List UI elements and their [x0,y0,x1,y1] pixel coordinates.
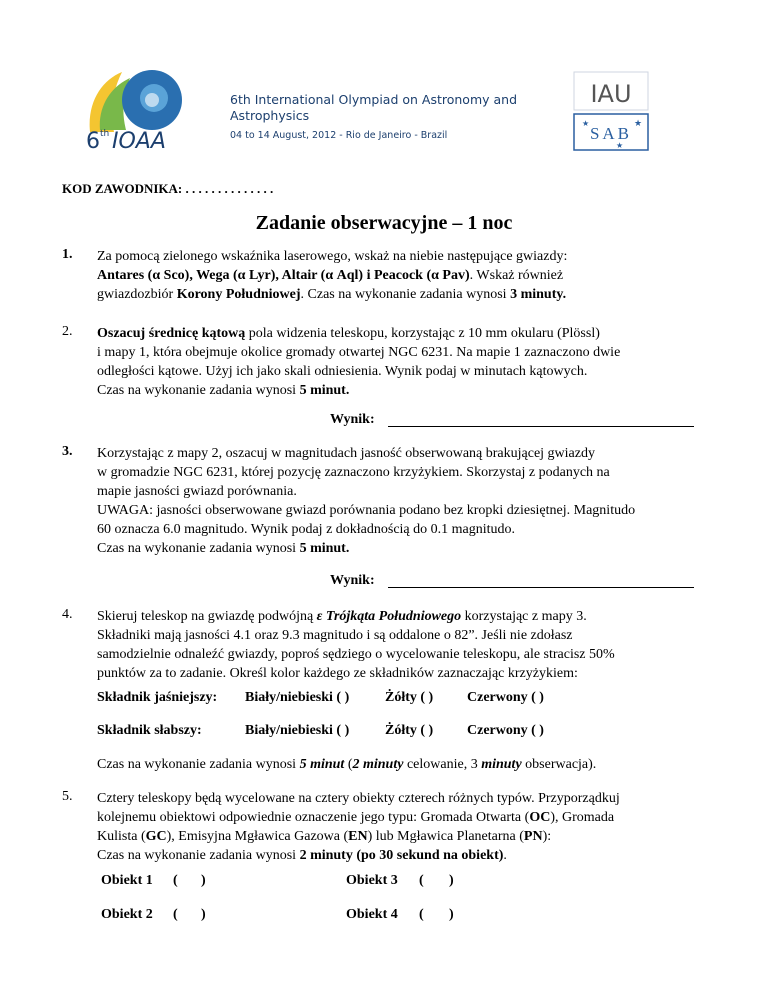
fainter-yellow-option[interactable]: Żółty ( ) [385,723,434,738]
task1-line2-rest: . Wskaż również [469,268,564,283]
competitor-code: KOD ZAWODNIKA: . . . . . . . . . . . . . . [62,181,274,196]
task3-line2: w gromadzie NGC 6231, której pozycję zaznaczono krzyżykiem. Skorzystaj z podanych na [97,465,610,480]
task4-star-name: ε Trójkąta Południowego [316,609,462,624]
svg-text:IAU: IAU [590,80,632,108]
object1-label: Obiekt 1 [101,873,153,888]
task1-l3c: . Czas na wykonanie zadania wynosi [300,287,511,302]
task5-text [97,789,697,865]
task5-l4a: Czas na wykonanie zadania wynosi [97,848,300,863]
task2-line1 [97,324,697,343]
task5-l4c: . [503,848,507,863]
task4-time-e: celowanie, 3 [403,757,482,772]
task2-l1b: pola widzenia teleskopu, korzystając z 10 mm okularu (Plössl) [245,326,600,341]
task4-time-a: Czas na wykonanie zadania wynosi [97,757,300,772]
task5-l3g: ): [542,829,552,844]
task2-number: 2. [62,324,73,339]
task5-l2c: ), Gromada [550,810,615,825]
task2-line3: odległości kątowe. Użyj ich jako skali odniesienia. Wynik podaj w minutach kątowych. [97,364,588,379]
task4-line1 [97,607,697,626]
task1-text [97,247,697,304]
task4-time-b: 5 minut [299,757,345,772]
task2-result-label: Wynik: [330,412,375,427]
object2-paren-open[interactable]: ( [173,907,178,922]
task5-line4 [97,846,697,865]
object4-paren-close[interactable]: ) [449,907,454,922]
task4-l1a: Skieruj teleskop na gwiazdę podwójną [97,609,317,624]
object1-paren-open[interactable]: ( [173,873,178,888]
task1-l3a: gwiazdozbiór [97,287,177,302]
task1-line1: Za pomocą zielonego wskaźnika laserowego, wskaż na niebie następujące gwiazdy: [97,249,568,264]
task3-number: 3. [62,444,73,459]
iau-logo [572,70,650,112]
task2-text [97,324,697,400]
task2-time: 5 minut. [299,383,350,398]
task5-l3e: ) lub Mgławica Planetarna ( [367,829,524,844]
task4-time-c: ( [344,757,353,772]
task3-line3: mapie jasności gwiazd porównania. [97,484,297,499]
task5-line2 [97,808,697,827]
fainter-red-option[interactable]: Czerwony ( ) [467,723,544,738]
task2-line4 [97,381,697,400]
svg-text:th: th [100,129,110,139]
task5-number: 5. [62,789,73,804]
task5-time: 2 minuty (po 30 sekund na obiekt) [299,848,504,863]
brighter-yellow-option[interactable]: Żółty ( ) [385,690,434,705]
brighter-white-blue-option[interactable]: Biały/niebieski ( ) [245,690,350,705]
task1-stars: Antares (α Sco), Wega (α Lyr), Altair (α Aql) i Peacock (α Pav) [97,268,470,283]
svg-text:★: ★ [582,119,590,128]
svg-text:6: 6 [86,129,100,154]
task3-text [97,444,697,558]
task2-l4a: Czas na wykonanie zadania wynosi [97,383,300,398]
object3-paren-close[interactable]: ) [449,873,454,888]
brighter-component-label: Składnik jaśniejszy: [97,690,218,705]
title-line1: 6th International Olympiad on Astronomy and [230,92,518,107]
object1-paren-close[interactable]: ) [201,873,206,888]
svg-text:SAB: SAB [589,124,633,143]
page-title: Zadanie obserwacyjne – 1 noc [255,212,513,234]
task4-time-d: 2 minuty [352,757,404,772]
object4-label: Obiekt 4 [346,907,398,922]
task4-time [97,757,596,773]
task4-line2: Składniki mają jasności 4.1 oraz 9.3 magnitudo i są oddalone o 82”. Jeśli nie zdołasz [97,628,573,643]
task4-line4: punktów za to zadanie. Określ kolor każdego ze składników zaznaczając krzyżykiem: [97,666,578,681]
task1-line2 [97,266,697,285]
task5-oc: OC [529,810,551,825]
task4-text [97,607,697,683]
task3-time: 5 minut. [299,541,350,556]
object3-label: Obiekt 3 [346,873,398,888]
task5-line1: Cztery teleskopy będą wycelowane na cztery obiekty czterech różnych typów. Przyporządkuj [97,791,620,806]
fainter-white-blue-option[interactable]: Biały/niebieski ( ) [245,723,350,738]
task5-en: EN [348,829,368,844]
task1-number: 1. [62,247,73,262]
task4-l1c: korzystając z mapy 3. [461,609,587,624]
olympiad-dates: 04 to 14 August, 2012 - Rio de Janeiro - Brazil [230,130,448,141]
task3-answer-line[interactable] [388,587,694,588]
ioaa-logo [82,62,202,154]
task4-number: 4. [62,607,73,622]
task3-line6 [97,539,697,558]
task2-emph: Oszacuj średnicę kątową [97,326,246,341]
task3-line5: 60 oznacza 6.0 magnitudo. Wynik podaj z dokładnością do 0.1 magnitudo. [97,522,516,537]
svg-text:★: ★ [616,141,624,150]
svg-text:IOAA: IOAA [112,129,166,154]
task3-line4: UWAGA: jasności obserwowane gwiazd porównania podano bez kropki dziesiętnej. Magnitudo [97,503,636,518]
task1-time: 3 minuty. [510,287,567,302]
task4-time-f: minuty [481,757,522,772]
task5-l2a: kolejnemu obiektowi odpowiednie oznaczenie jego typu: Gromada Otwarta ( [97,810,530,825]
task4-line3: samodzielnie odnaleźć gwiazdy, poproś sędziego o wycelowanie teleskopu, ale stracisz 50% [97,647,615,662]
olympiad-title [230,92,540,124]
task5-pn: PN [523,829,543,844]
task4-time-g: obserwacja). [521,757,597,772]
svg-text:★: ★ [634,118,643,128]
object2-paren-close[interactable]: ) [201,907,206,922]
object2-label: Obiekt 2 [101,907,153,922]
sab-logo [572,112,650,152]
task3-result-label: Wynik: [330,573,375,588]
task5-l3c: ), Emisyjna Mgławica Gazowa ( [166,829,349,844]
task3-line1: Korzystając z mapy 2, oszacuj w magnitudach jasność obserwowaną brakującej gwiazdy [97,446,595,461]
task5-line3 [97,827,697,846]
task3-l6a: Czas na wykonanie zadania wynosi [97,541,300,556]
fainter-component-label: Składnik słabszy: [97,723,202,738]
task5-l3a: Kulista ( [97,829,146,844]
task1-constellation: Korony Południowej [176,287,301,302]
brighter-red-option[interactable]: Czerwony ( ) [467,690,544,705]
task1-line3 [97,285,697,304]
task2-answer-line[interactable] [388,426,694,427]
object3-paren-open[interactable]: ( [419,873,424,888]
task5-gc: GC [145,829,167,844]
object4-paren-open[interactable]: ( [419,907,424,922]
task2-line2: i mapy 1, która obejmuje okolice gromady otwartej NGC 6231. Na mapie 1 zaznaczono dwie [97,345,621,360]
title-line2: Astrophysics [230,108,310,123]
